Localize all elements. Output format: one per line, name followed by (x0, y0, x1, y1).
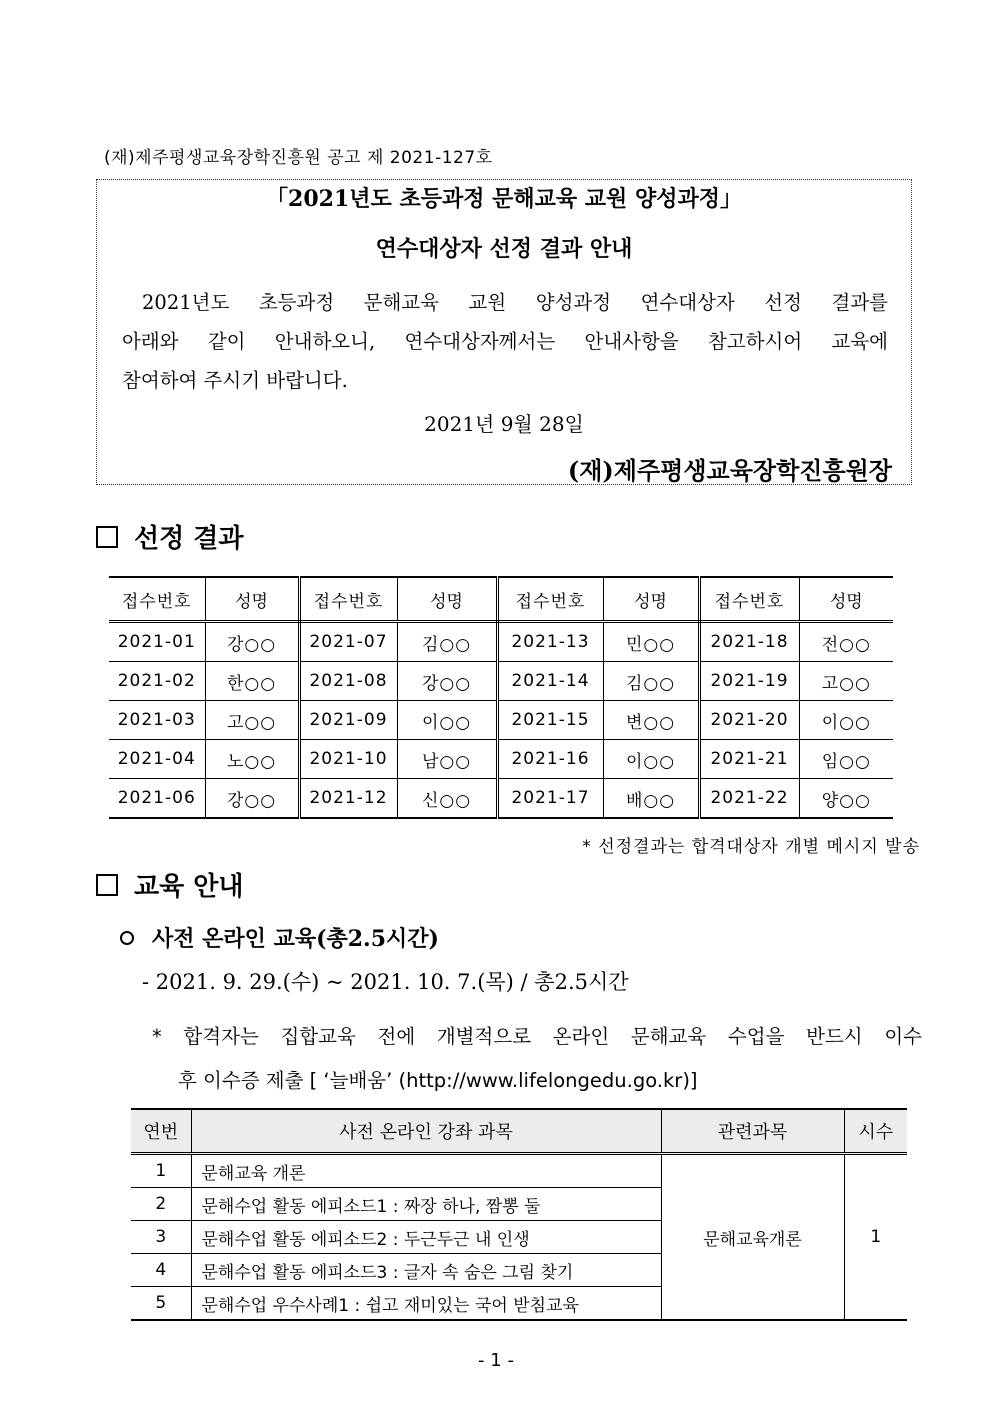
course-number: 1 (131, 1154, 191, 1188)
table-cell: 2021-09 (299, 701, 397, 740)
table-cell: 2021-04 (109, 740, 205, 779)
header-cell: 접수번호 (299, 577, 397, 622)
header-cell: 시수 (844, 1109, 907, 1154)
table-cell: 변○○ (603, 701, 699, 740)
table-row (109, 740, 893, 779)
table-cell: 강○○ (205, 779, 299, 819)
course-table (131, 1108, 907, 1321)
course-title: 문해수업 활동 에피소드3 : 글자 속 숨은 그림 찾기 (191, 1254, 661, 1287)
table-cell: 민○○ (603, 622, 699, 662)
table-cell: 임○○ (799, 740, 893, 779)
header-cell: 성명 (799, 577, 893, 622)
page-number: - 1 - (478, 1350, 514, 1371)
course-number: 3 (131, 1221, 191, 1254)
course-title: 문해수업 우수사례1 : 쉽고 재미있는 국어 받침교육 (191, 1287, 661, 1321)
header-cell: 접수번호 (109, 577, 205, 622)
table-row (109, 779, 893, 819)
table-cell: 노○○ (205, 740, 299, 779)
square-bullet-icon (96, 874, 118, 896)
table-cell: 2021-18 (699, 622, 799, 662)
header-cell: 관련과목 (661, 1109, 844, 1154)
organization-name: (재)제주평생교육장학진흥원장 (567, 456, 892, 485)
intro-line: 2021년도 초등과정 문해교육 교원 양성과정 연수대상자 선정 결과를 (142, 291, 888, 314)
header-cell: 사전 온라인 강좌 과목 (191, 1109, 661, 1154)
table-cell: 2021-14 (497, 662, 603, 701)
table-cell: 한○○ (205, 662, 299, 701)
header-cell: 성명 (205, 577, 299, 622)
note-line: 후 이수증 제출 [ ‘늘배움’ (http://www.lifelongedu.go.kr)] (178, 1069, 698, 1092)
table-cell: 2021-06 (109, 779, 205, 819)
title-line-2: 연수대상자 선정 결과 안내 (375, 236, 633, 262)
table-cell: 2021-17 (497, 779, 603, 819)
table-cell: 고○○ (205, 701, 299, 740)
intro-paragraph (122, 283, 888, 400)
online-education-note (152, 1015, 922, 1103)
table-cell: 2021-20 (699, 701, 799, 740)
table-row (131, 1154, 907, 1188)
notice-number: (재)제주평생교육장학진흥원 공고 제 2021-127호 (104, 148, 493, 168)
table-cell: 2021-15 (497, 701, 603, 740)
section-selection-result (96, 518, 244, 555)
table-cell: 신○○ (397, 779, 497, 819)
note-line: * 합격자는 집합교육 전에 개별적으로 온라인 문해교육 수업을 반드시 이수 (152, 1025, 922, 1048)
online-education-heading (120, 922, 439, 953)
course-hours: 1 (844, 1154, 907, 1321)
section-title: 교육 안내 (134, 872, 244, 902)
table-row (109, 701, 893, 740)
table-header-row (131, 1109, 907, 1154)
table-row (109, 622, 893, 662)
table-cell: 고○○ (799, 662, 893, 701)
table-cell: 양○○ (799, 779, 893, 819)
header-cell: 성명 (397, 577, 497, 622)
header-cell: 성명 (603, 577, 699, 622)
table-cell: 2021-03 (109, 701, 205, 740)
related-subject: 문해교육개론 (661, 1154, 844, 1321)
selection-note: * 선정결과는 합격대상자 개별 메시지 발송 (582, 837, 920, 857)
table-cell: 이○○ (397, 701, 497, 740)
table-cell: 김○○ (397, 622, 497, 662)
course-title: 문해교육 개론 (191, 1154, 661, 1188)
table-cell: 2021-02 (109, 662, 205, 701)
table-cell: 2021-19 (699, 662, 799, 701)
course-number: 4 (131, 1254, 191, 1287)
section-education-guide (96, 866, 244, 903)
online-education-title: 사전 온라인 교육(총2.5시간) (152, 926, 439, 952)
table-header-row (109, 577, 893, 622)
intro-line: 참여하여 주시기 바랍니다. (122, 369, 348, 392)
course-number: 5 (131, 1287, 191, 1321)
table-cell: 2021-16 (497, 740, 603, 779)
header-cell: 접수번호 (699, 577, 799, 622)
intro-line: 아래와 같이 안내하오니, 연수대상자께서는 안내사항을 참고하시어 교육에 (122, 330, 888, 353)
table-cell: 2021-10 (299, 740, 397, 779)
title-line-1: 「2021년도 초등과정 문해교육 교원 양성과정」 (266, 186, 742, 212)
table-cell: 2021-13 (497, 622, 603, 662)
header-cell: 연번 (131, 1109, 191, 1154)
course-title: 문해수업 활동 에피소드2 : 두근두근 내 인생 (191, 1221, 661, 1254)
table-cell: 2021-21 (699, 740, 799, 779)
table-cell: 김○○ (603, 662, 699, 701)
table-cell: 2021-01 (109, 622, 205, 662)
table-cell: 이○○ (799, 701, 893, 740)
selection-table (109, 576, 893, 819)
table-cell: 강○○ (397, 662, 497, 701)
table-cell: 2021-08 (299, 662, 397, 701)
table-cell: 2021-22 (699, 779, 799, 819)
table-cell: 이○○ (603, 740, 699, 779)
course-number: 2 (131, 1188, 191, 1221)
online-education-period: - 2021. 9. 29.(수) ~ 2021. 10. 7.(목) / 총2.5시간 (142, 970, 629, 994)
table-cell: 배○○ (603, 779, 699, 819)
square-bullet-icon (96, 526, 118, 548)
table-row (109, 662, 893, 701)
header-cell: 접수번호 (497, 577, 603, 622)
table-cell: 전○○ (799, 622, 893, 662)
table-cell: 강○○ (205, 622, 299, 662)
circle-bullet-icon (120, 931, 134, 945)
table-cell: 2021-12 (299, 779, 397, 819)
table-cell: 2021-07 (299, 622, 397, 662)
table-cell: 남○○ (397, 740, 497, 779)
section-title: 선정 결과 (134, 524, 244, 554)
course-title: 문해수업 활동 에피소드1 : 짜장 하나, 짬뽕 둘 (191, 1188, 661, 1221)
notice-date: 2021년 9월 28일 (424, 412, 584, 436)
